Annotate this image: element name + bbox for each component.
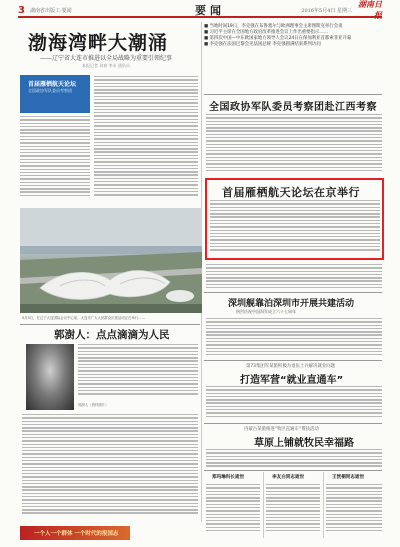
lead-byline: 本报记者 刘春 李永 通讯员 [82,63,130,68]
right-body-text [206,114,382,174]
section-rule [204,360,382,361]
photo-illustration [20,208,202,313]
highlighted-article-title[interactable]: 首届雁栖航天论坛在京举行 [222,186,360,199]
article-text-2 [206,449,382,469]
mid-subheadline: 热烈庆祝中国海军成立六十七周年 [236,309,296,314]
obituary-title: 王恍桐同志逝世 [332,475,365,480]
lead-body-text-left [20,116,90,204]
feature-body-text [78,344,198,400]
photo-caption: 5月3日，在辽宁大连国际会议中心前，大连市广大人民群众庆祝活动正在举行…… [22,316,145,320]
sidebar-promo-title: 首届雁栖航天论坛 [28,81,77,88]
news-brief-item: ■ 当地时间19日，李克强在布鲁塞尔与欧洲理事会主席图斯克举行会谈 [204,24,343,29]
page-header [18,0,382,20]
page-number: 3 [18,4,25,16]
column-divider [263,472,264,538]
news-brief-item: ■ 李克强在法国巴黎会见法国总统 李克强圆满结束系列访问 [204,42,321,47]
aerial-photo [20,208,202,313]
section-rule [204,423,382,424]
feature-headline: 郭澍人：点点滴滴为人民 [54,329,170,341]
masthead-logo: 湖南日报 [358,0,382,20]
section-title: 要闻 [195,4,225,17]
lead-body-text [94,76,198,204]
portrait-photo [26,344,74,410]
edition-label: 湖南省出版工·要闻 [30,7,72,14]
obituary-text [266,484,320,536]
article-kicker: 第73集团军某旅积极为退伍士兵解决就业问题 [246,364,336,369]
article-headline: 打造军营“就业直通车” [240,375,344,386]
section-rule [204,94,382,95]
mid-headline: 深圳舰靠泊深圳市开展共建活动 [228,299,355,309]
bottom-banner-text: 一个人一个群体 一个时代的报国志 [34,531,119,537]
column-divider [323,472,324,538]
article-text [206,386,382,422]
lead-subtitle: ——辽宁省大连市推进以全局战略为重要引领纪事 [40,55,173,62]
sidebar-promo [20,75,90,113]
lead-headline: 渤海湾畔大潮涌 [28,32,169,54]
highlighted-article-text [210,200,380,256]
obituary-title: 郑玛琳科长逝世 [212,475,245,480]
mid-article-text [206,318,382,360]
article-kicker-2: 内蒙古某旅推进“牧区直通车”帮扶活动 [244,427,319,432]
obituary-title: 李友白同志逝世 [272,475,305,480]
right-headline: 全国政协军队委员考察团赴江西考察 [209,102,377,113]
news-brief-item: ■ 第四次中国—中东欧国家地方领导人会议24日在保加利亚首都索菲亚开幕 [204,36,352,41]
mid-body-text [206,264,382,292]
news-briefs [204,24,382,92]
article-headline-2: 草原上铺就牧民幸福路 [254,438,354,449]
feature-body-text-2 [22,414,198,522]
bottom-banner [20,526,130,540]
portrait-caption: 郭澍人（资料照片） [78,403,109,407]
section-rule [20,324,200,325]
obituary-text [326,484,382,536]
issue-date: 2016年5月4日 星期三 [301,7,352,14]
news-brief-item: ■ 习近平主席在全国地方政府改革推进会议上作出重要指示…… [204,30,329,35]
section-rule [204,470,382,471]
obituary-text [206,484,260,536]
sidebar-promo-text: 全国政协军队委员考察团 [28,88,72,93]
section-rule [204,292,382,293]
